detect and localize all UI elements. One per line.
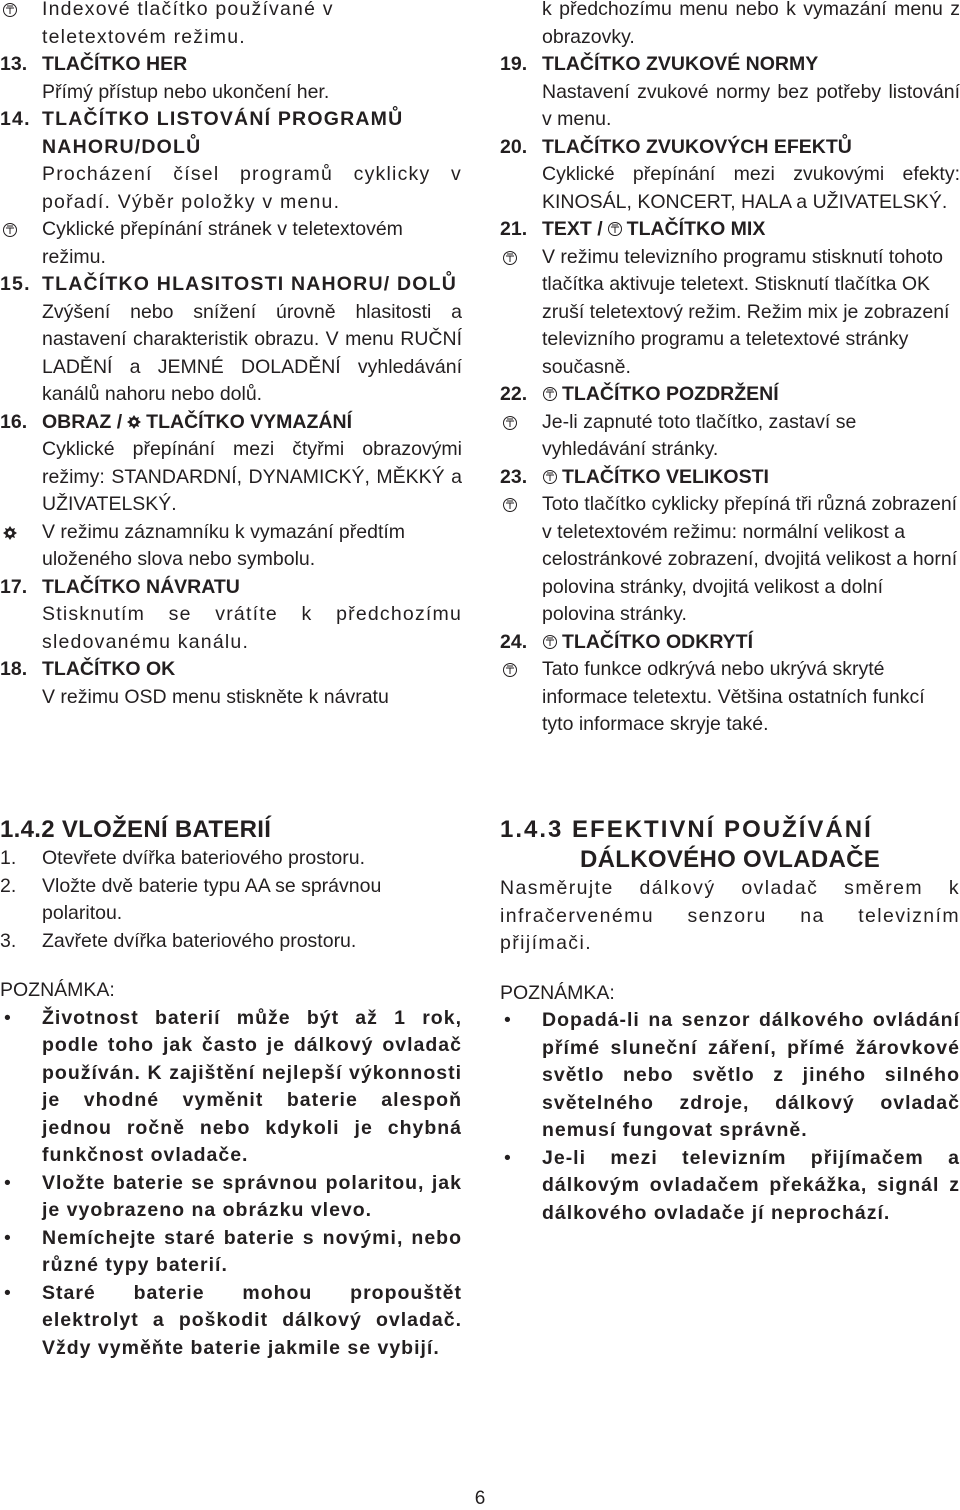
teletext-icon [542,386,558,402]
item-21-heading: 21. TEXT / TLAČÍTKO MIX [500,218,766,240]
erase-icon [2,525,18,541]
item-21-teletext-note: V režimu televizního programu stisknutí tohoto tlačítka aktivuje teletext. Stisknutí tlačítka OK zruší teletextový režim. Režim mix je zobrazení televizního programu a teletextové stránky současně. [500,244,960,382]
item-17-heading: 17. TLAČÍTKO NÁVRATU [0,575,240,598]
list-item: • Dopadá-li na senzor dálkového ovládání přímé sluneční záření, přímé žárovkové světlo nebo světlo z jiného silného světelného zdroje, dálkový ovladač nemusí fungovat správně. [500,1007,960,1145]
item-22-teletext-note: Je-li zapnuté toto tlačítko, zastaví se vyhledávání stránky. [500,409,960,464]
teletext-icon [502,415,518,431]
teletext-icon [2,222,18,238]
item-16-erase-note: V režimu záznamníku k vymazání předtím uloženého slova nebo symbolu. [0,519,462,574]
list-item: 3. Zavřete dvířka bateriového prostoru. [0,929,357,952]
page-number: 6 [474,1488,486,1509]
item-18-text: V režimu OSD menu stiskněte k návratu [42,685,389,708]
item-15-heading: 15. TLAČÍTKO HLASITOSTI NAHORU/ DOLŮ [0,273,458,295]
item-14-heading: 14. TLAČÍTKO LISTOVÁNÍ PROGRAMŮ NAHORU/DOLŮ [0,108,404,158]
list-item: • Staré baterie mohou propouštět elektrolyt a poškodit dálkový ovladač. Vždy vyměňte baterie jakmile se vybijí. [0,1280,462,1363]
item-24-heading: 24. TLAČÍTKO ODKRYTÍ [500,630,754,653]
right-column-bottom [500,815,960,1227]
note-title: POZNÁMKA: [500,981,615,1004]
note-title: POZNÁMKA: [0,979,115,1001]
remote-notes [500,1007,960,1227]
left-column-top [0,0,462,711]
teletext-icon [2,2,18,18]
item-20-text: Cyklické přepínání mezi zvukovými efekty: KINOSÁL, KONCERT, HALA a UŽIVATELSKÝ. [542,163,960,213]
item-20-heading: 20. TLAČÍTKO ZVUKOVÝCH EFEKTŮ [500,135,852,158]
item-14-text: Procházení čísel programů cyklicky v pořadí. Výběr položky v menu. [42,163,462,213]
item-16-heading: 16. OBRAZ / TLAČÍTKO VYMAZÁNÍ [0,410,352,433]
item-17-text: Stisknutím se vrátíte k předchozímu sledovanému kanálu. [42,603,462,653]
section-title-remote-usage: 1.4.3 EFEKTIVNÍ POUŽÍVÁNÍ [500,816,873,843]
item-15-text: Zvýšení nebo snížení úrovně hlasitosti a nastavení charakteristik obrazu. V menu RUČNÍ LADĚNÍ a JEMNÉ DOLADĚNÍ vyhledávání kanálů nahoru nebo dolů. [42,300,462,405]
item-22-heading: 22. TLAČÍTKO POZDRŽENÍ [500,383,779,405]
teletext-icon [607,221,623,237]
remote-usage-intro: Nasměrujte dálkový ovladač směrem k infračervenému senzoru na televizním přijímači. [500,877,960,954]
list-item: • Životnost baterií může být až 1 rok, podle toho jak často je dálkový ovladač používán. K zajištění nejlepší výkonnosti je vhodné vyměnit baterie alespoň jednou ročně nebo kdykoli je chybná funkčnost ovladače. [0,1005,462,1170]
item-23-teletext-note: Toto tlačítko cyklicky přepíná tři různá zobrazení v teletextovém režimu: normální velikost a celostránkové zobrazení, dvojitá velikost a horní polovina stránky, dvojitá velikost a dolní polovina stránky. [500,491,960,629]
list-item: • Vložte baterie se správnou polaritou, jak je vyobrazeno na obrázku vlevo. [0,1170,462,1225]
teletext-index-note: Indexové tlačítko používané v teletextovém režimu. [0,0,462,51]
battery-steps [0,845,462,955]
list-item: 1. Otevřete dvířka bateriového prostoru. [0,847,365,869]
item-19-text: Nastavení zvukové normy bez potřeby listování v menu. [542,80,960,130]
teletext-icon [502,662,518,678]
section-title-batteries: 1.4.2 VLOŽENÍ BATERIÍ [0,816,272,843]
section-title-remote-usage-line2: DÁLKOVÉHO OVLADAČE [580,846,881,873]
left-column-bottom [0,815,462,1362]
teletext-icon [542,469,558,485]
item-24-teletext-note: Tato funkce odkrývá nebo ukrývá skryté informace teletextu. Většina ostatních funkcí tyto informace skryje také. [500,656,960,739]
list-item: 2. Vložte dvě baterie typu AA se správnou polaritou. [0,874,382,924]
item-19-heading: 19. TLAČÍTKO ZVUKOVÉ NORMY [500,53,819,75]
item-16-text: Cyklické přepínání mezi čtyřmi obrazovými režimy: STANDARDNÍ, DYNAMICKÝ, MĚKKÝ a UŽIVATELSKÝ. [42,438,462,515]
erase-icon [126,414,142,430]
item-14-teletext-note: Cyklické přepínání stránek v teletextovém režimu. [0,216,462,271]
item-23-heading: 23. TLAČÍTKO VELIKOSTI [500,465,769,488]
teletext-icon [502,497,518,513]
item-18-heading: 18. TLAČÍTKO OK [0,658,176,680]
teletext-icon [502,250,518,266]
item-13-heading: 13. TLAČÍTKO HER [0,53,188,75]
teletext-icon [542,634,558,650]
item-13-text: Přímý přístup nebo ukončení her. [42,80,330,103]
list-item: • Je-li mezi televizním přijímačem a dálkovým ovladačem překážka, signál z dálkového ovladače jí neprochází. [500,1145,960,1228]
battery-notes [0,1005,462,1363]
list-item: • Nemíchejte staré baterie s novými, nebo různé typy baterií. [0,1225,462,1280]
right-column-top [500,0,960,739]
item-18-text-continued: k předchozímu menu nebo k vymazání menu z obrazovky. [542,0,960,48]
